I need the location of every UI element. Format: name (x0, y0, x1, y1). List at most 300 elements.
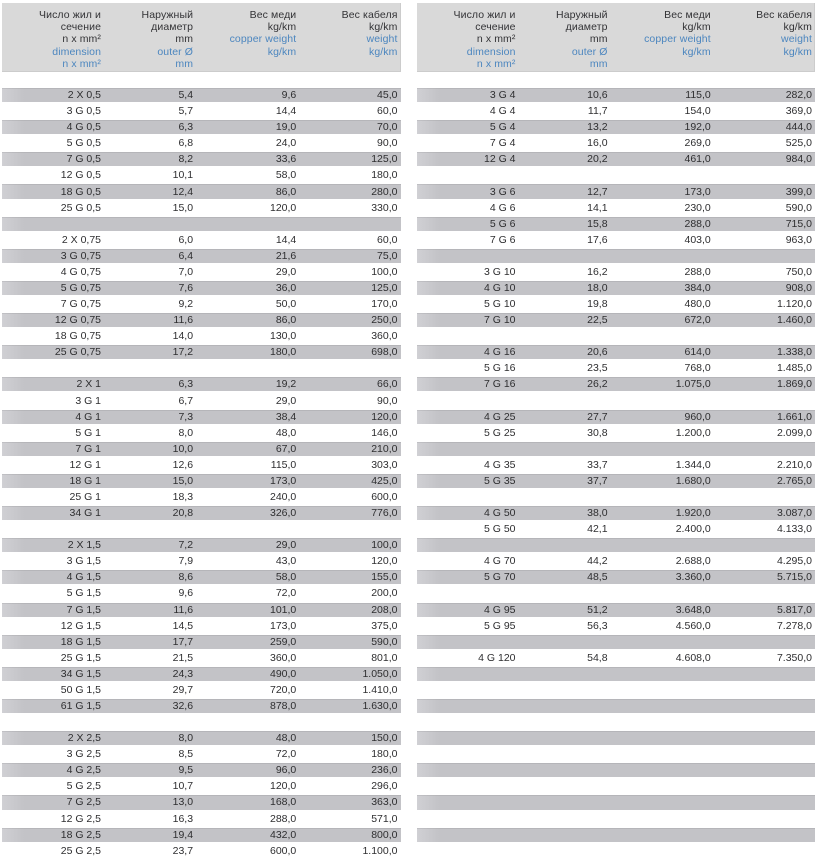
header-cable-weight: Вес кабеля kg/km weight kg/km (756, 9, 812, 58)
cell-cable-weight: 330,0 (371, 201, 398, 214)
table-row (2, 585, 401, 601)
table-row (2, 248, 401, 264)
cell-outer-diameter: 16,3 (172, 812, 194, 825)
cell-cable-weight: 399,0 (785, 185, 812, 198)
table-row (2, 296, 401, 312)
cell-outer-diameter: 44,2 (587, 555, 608, 568)
cell-outer-diameter: 10,0 (172, 442, 194, 455)
cell-outer-diameter: 18,3 (172, 490, 194, 503)
separator-row (417, 537, 816, 553)
cell-cable-weight: 590,0 (371, 635, 398, 648)
cell-copper-weight: 67,0 (275, 442, 297, 455)
table-row (2, 392, 401, 408)
table-row (417, 521, 816, 537)
cell-copper-weight: 403,0 (684, 233, 711, 246)
cell-cable-weight: 120,0 (371, 410, 398, 423)
cell-dimension: 25 G 1,5 (60, 651, 102, 664)
cell-cable-weight: 200,0 (371, 587, 398, 600)
cell-dimension: 18 G 1 (69, 474, 102, 487)
cell-copper-weight: 1.920,0 (675, 507, 711, 520)
table-row (2, 505, 401, 521)
cell-cable-weight: 363,0 (371, 796, 398, 809)
cell-dimension: 7 G 0,5 (66, 153, 102, 166)
cell-dimension: 25 G 2,5 (60, 844, 102, 857)
cell-cable-weight: 1.869,0 (776, 378, 812, 391)
cell-dimension: 3 G 4 (489, 89, 516, 102)
cell-outer-diameter: 14,0 (172, 330, 194, 343)
cell-cable-weight: 1.120,0 (776, 298, 812, 311)
table-row (2, 569, 401, 585)
cell-outer-diameter: 38,0 (587, 507, 608, 520)
header-dimension: Число жил и сечение n x mm² dimension n x mm² (39, 9, 102, 70)
separator-row (2, 521, 401, 537)
cell-cable-weight: 369,0 (785, 105, 812, 118)
cell-dimension: 7 G 4 (489, 137, 516, 150)
table-row (2, 135, 401, 151)
cell-cable-weight: 444,0 (785, 121, 812, 134)
header-copper-weight: Вес меди kg/km copper weight kg/km (229, 9, 297, 58)
cell-dimension: 2 X 1 (76, 378, 102, 391)
cell-dimension: 3 G 6 (489, 185, 516, 198)
cell-cable-weight: 1.630,0 (362, 700, 398, 712)
table-row (2, 457, 401, 473)
table-row (417, 618, 816, 634)
cell-dimension: 25 G 0,5 (60, 201, 102, 214)
table-row (2, 762, 401, 778)
separator-row (417, 634, 816, 650)
cell-cable-weight: 1.100,0 (362, 844, 398, 857)
table-row (2, 425, 401, 441)
table-row (2, 746, 401, 762)
cell-dimension: 12 G 4 (483, 153, 516, 166)
cell-outer-diameter: 8,2 (178, 153, 194, 166)
table-row (417, 200, 816, 216)
cell-copper-weight: 614,0 (684, 346, 711, 359)
cell-cable-weight: 150,0 (371, 732, 398, 745)
cell-cable-weight: 120,0 (371, 555, 398, 568)
header-outer-diameter: Наружный диаметр mm outer Ø mm (141, 9, 194, 70)
cell-dimension: 3 G 0,5 (66, 105, 102, 118)
header-dimension: Число жил и сечение n x mm² dimension n x mm² (453, 9, 516, 70)
header-outer-diameter: Наружный диаметр mm outer Ø mm (556, 9, 608, 70)
cell-outer-diameter: 15,0 (172, 474, 194, 487)
separator-row (417, 778, 816, 794)
cell-outer-diameter: 6,7 (178, 394, 194, 407)
separator-row (2, 714, 401, 730)
cell-outer-diameter: 7,2 (178, 539, 194, 552)
cell-cable-weight: 3.087,0 (776, 507, 812, 520)
table-row (417, 312, 816, 328)
cell-dimension: 18 G 1,5 (60, 635, 102, 648)
cell-outer-diameter: 9,5 (178, 764, 194, 777)
separator-row (417, 794, 816, 810)
cell-copper-weight: 3.360,0 (675, 571, 711, 584)
table-row (2, 232, 401, 248)
cell-dimension: 4 G 10 (483, 281, 516, 294)
table-row (417, 232, 816, 248)
cell-cable-weight: 7.278,0 (776, 619, 812, 632)
cell-dimension: 25 G 1 (69, 490, 102, 503)
cell-copper-weight: 173,0 (684, 185, 711, 198)
table-body (417, 87, 816, 859)
table-header (2, 3, 401, 72)
cell-dimension: 3 G 0,75 (60, 249, 102, 262)
cell-cable-weight: 375,0 (371, 619, 398, 632)
cell-copper-weight: 58,0 (275, 169, 297, 182)
cell-outer-diameter: 11,7 (587, 105, 608, 118)
cell-outer-diameter: 6,3 (178, 378, 194, 391)
cell-copper-weight: 3.648,0 (675, 603, 711, 616)
cell-copper-weight: 4.560,0 (675, 619, 711, 632)
cell-cable-weight: 776,0 (371, 507, 398, 520)
cell-dimension: 4 G 50 (483, 507, 516, 520)
cell-cable-weight: 125,0 (371, 281, 398, 294)
table-row (2, 280, 401, 296)
cell-outer-diameter: 6,8 (178, 137, 194, 150)
cell-copper-weight: 36,0 (275, 281, 297, 294)
table-row (417, 505, 816, 521)
cell-cable-weight: 4.295,0 (776, 555, 812, 568)
cell-dimension: 4 G 1 (75, 410, 102, 423)
table-row (2, 264, 401, 280)
cell-cable-weight: 303,0 (371, 458, 398, 471)
separator-row (417, 682, 816, 698)
cell-outer-diameter: 14,1 (587, 201, 608, 214)
cell-outer-diameter: 56,3 (587, 619, 608, 632)
cell-copper-weight: 259,0 (269, 635, 297, 648)
cell-dimension: 12 G 1 (69, 458, 102, 471)
cell-outer-diameter: 22,5 (587, 314, 608, 327)
cell-outer-diameter: 27,7 (587, 410, 608, 423)
separator-row (417, 441, 816, 457)
cell-copper-weight: 384,0 (684, 281, 711, 294)
table-row (417, 296, 816, 312)
cell-copper-weight: 50,0 (275, 298, 297, 311)
cell-dimension: 3 G 10 (483, 265, 516, 278)
cell-dimension: 2 X 1,5 (67, 539, 102, 552)
table-row (2, 376, 401, 392)
cell-copper-weight: 288,0 (684, 217, 711, 230)
cell-dimension: 4 G 95 (483, 603, 516, 616)
separator-row (417, 392, 816, 408)
cell-dimension: 25 G 0,75 (54, 346, 102, 359)
cell-outer-diameter: 15,8 (587, 217, 608, 230)
cell-cable-weight: 1.485,0 (776, 362, 812, 375)
cell-dimension: 2 X 0,75 (61, 233, 102, 246)
cell-outer-diameter: 10,6 (587, 89, 608, 102)
cell-dimension: 5 G 1,5 (66, 587, 102, 600)
cell-dimension: 5 G 10 (483, 298, 516, 311)
cell-copper-weight: 288,0 (684, 265, 711, 278)
table-row (417, 135, 816, 151)
cell-outer-diameter: 8,5 (178, 748, 194, 761)
cell-cable-weight: 210,0 (371, 442, 398, 455)
table-row (417, 183, 816, 199)
cell-copper-weight: 43,0 (275, 555, 297, 568)
table-row (417, 360, 816, 376)
cell-copper-weight: 720,0 (269, 683, 297, 696)
cell-copper-weight: 19,2 (275, 378, 297, 391)
header-copper-weight: Вес меди kg/km copper weight kg/km (644, 9, 711, 58)
table-row (417, 553, 816, 569)
table-row (2, 730, 401, 746)
cell-copper-weight: 432,0 (269, 828, 297, 841)
cell-outer-diameter: 12,6 (172, 458, 194, 471)
cell-cable-weight: 282,0 (785, 89, 812, 102)
table-row (2, 811, 401, 827)
cell-dimension: 5 G 6 (489, 217, 516, 230)
cell-outer-diameter: 8,0 (178, 732, 194, 745)
table-row (2, 87, 401, 103)
cell-copper-weight: 115,0 (270, 458, 297, 471)
cell-cable-weight: 60,0 (377, 105, 398, 118)
table-row (2, 151, 401, 167)
table-row (2, 618, 401, 634)
cell-outer-diameter: 33,7 (587, 458, 608, 471)
cell-copper-weight: 192,0 (684, 121, 711, 134)
cell-outer-diameter: 20,2 (587, 153, 608, 166)
cell-copper-weight: 878,0 (269, 700, 297, 712)
separator-row (417, 666, 816, 682)
cell-cable-weight: 1.050,0 (362, 667, 398, 680)
cell-dimension: 5 G 0,5 (66, 137, 102, 150)
cell-cable-weight: 236,0 (371, 764, 398, 777)
cell-dimension: 7 G 1 (75, 442, 102, 455)
cell-cable-weight: 100,0 (371, 539, 398, 552)
separator-row (417, 730, 816, 746)
cell-dimension: 4 G 120 (478, 651, 516, 664)
cell-cable-weight: 590,0 (785, 201, 812, 214)
cell-cable-weight: 984,0 (785, 153, 812, 166)
cell-cable-weight: 170,0 (371, 298, 398, 311)
cell-outer-diameter: 19,8 (587, 298, 608, 311)
cell-cable-weight: 60,0 (377, 233, 398, 246)
cell-cable-weight: 750,0 (785, 265, 812, 278)
cell-outer-diameter: 9,6 (178, 587, 194, 600)
cell-dimension: 7 G 16 (483, 378, 516, 391)
cell-cable-weight: 1.410,0 (362, 683, 398, 696)
cell-dimension: 5 G 25 (483, 426, 516, 439)
cell-outer-diameter: 26,2 (587, 378, 608, 391)
cell-cable-weight: 90,0 (377, 137, 398, 150)
cell-cable-weight: 280,0 (371, 185, 398, 198)
cell-copper-weight: 29,0 (275, 265, 297, 278)
cell-copper-weight: 21,6 (275, 249, 297, 262)
table-row (2, 682, 401, 698)
table-row (417, 650, 816, 666)
cell-cable-weight: 2.765,0 (776, 474, 812, 487)
cell-copper-weight: 168,0 (269, 796, 297, 809)
cell-cable-weight: 5.715,0 (776, 571, 812, 584)
cell-copper-weight: 288,0 (269, 812, 297, 825)
cell-outer-diameter: 23,7 (172, 844, 194, 857)
table-row (2, 602, 401, 618)
cell-outer-diameter: 20,8 (172, 507, 194, 520)
cell-copper-weight: 600,0 (269, 844, 297, 857)
table-row (2, 441, 401, 457)
cell-dimension: 4 G 0,5 (66, 121, 102, 134)
table-row (417, 409, 816, 425)
cell-cable-weight: 1.338,0 (776, 346, 812, 359)
table-row (417, 344, 816, 360)
cell-cable-weight: 100,0 (371, 265, 398, 278)
cell-cable-weight: 66,0 (377, 378, 398, 391)
cell-dimension: 5 G 4 (489, 121, 516, 134)
cell-outer-diameter: 11,6 (173, 603, 194, 616)
table-row (2, 827, 401, 843)
separator-row (417, 489, 816, 505)
cell-cable-weight: 180,0 (371, 748, 398, 761)
table-row (2, 778, 401, 794)
separator-row (2, 360, 401, 376)
cell-cable-weight: 2.210,0 (776, 458, 812, 471)
cell-dimension: 2 X 2,5 (67, 732, 102, 745)
cell-copper-weight: 58,0 (275, 571, 297, 584)
header-cable-weight: Вес кабеля kg/km weight kg/km (341, 9, 398, 58)
table-row (417, 376, 816, 392)
cell-cable-weight: 525,0 (785, 137, 812, 150)
cell-cable-weight: 208,0 (371, 603, 398, 616)
cell-cable-weight: 5.817,0 (776, 603, 812, 616)
cell-outer-diameter: 29,7 (172, 683, 194, 696)
spec-table-right (417, 3, 816, 859)
separator-row (417, 714, 816, 730)
cell-copper-weight: 24,0 (275, 137, 297, 150)
table-row (417, 216, 816, 232)
cell-copper-weight: 326,0 (269, 507, 297, 520)
table-row (417, 264, 816, 280)
cell-dimension: 18 G 2,5 (60, 828, 102, 841)
cell-outer-diameter: 54,8 (587, 651, 608, 664)
cell-cable-weight: 45,0 (377, 89, 398, 102)
cell-outer-diameter: 16,2 (587, 265, 608, 278)
cell-outer-diameter: 5,4 (178, 89, 194, 102)
cell-dimension: 4 G 35 (483, 458, 516, 471)
cell-cable-weight: 125,0 (371, 153, 398, 166)
cell-dimension: 5 G 70 (483, 571, 516, 584)
separator-row (417, 762, 816, 778)
cell-dimension: 4 G 4 (489, 105, 516, 118)
cell-copper-weight: 9,6 (281, 89, 297, 102)
cell-copper-weight: 14,4 (275, 105, 297, 118)
cell-copper-weight: 154,0 (684, 105, 711, 118)
cell-copper-weight: 72,0 (275, 748, 297, 761)
cell-cable-weight: 7.350,0 (776, 651, 812, 664)
table-row (2, 843, 401, 859)
cell-outer-diameter: 7,9 (178, 555, 194, 568)
cell-cable-weight: 698,0 (371, 346, 398, 359)
cell-dimension: 12 G 0,5 (60, 169, 102, 182)
cell-cable-weight: 571,0 (371, 812, 398, 825)
table-row (2, 537, 401, 553)
cell-outer-diameter: 42,1 (587, 523, 608, 536)
cell-dimension: 4 G 2,5 (66, 764, 102, 777)
cell-outer-diameter: 5,7 (178, 105, 194, 118)
cell-outer-diameter: 6,0 (178, 233, 194, 246)
cell-dimension: 5 G 16 (483, 362, 516, 375)
cell-dimension: 61 G 1,5 (60, 700, 102, 712)
separator-row (417, 167, 816, 183)
cell-dimension: 12 G 2,5 (60, 812, 102, 825)
cell-outer-diameter: 6,4 (178, 249, 194, 262)
cell-copper-weight: 960,0 (684, 410, 711, 423)
cell-copper-weight: 29,0 (275, 539, 297, 552)
cell-outer-diameter: 16,0 (587, 137, 608, 150)
cell-outer-diameter: 10,7 (172, 780, 194, 793)
cell-dimension: 2 X 0,5 (67, 89, 102, 102)
cell-copper-weight: 360,0 (269, 651, 297, 664)
cell-outer-diameter: 24,3 (172, 667, 194, 680)
cell-copper-weight: 480,0 (684, 298, 711, 311)
cell-outer-diameter: 20,6 (587, 346, 608, 359)
table-row (2, 489, 401, 505)
cell-dimension: 12 G 0,75 (54, 314, 102, 327)
cell-copper-weight: 2.400,0 (675, 523, 711, 536)
cell-copper-weight: 1.680,0 (675, 474, 711, 487)
separator-row (417, 328, 816, 344)
cell-copper-weight: 120,0 (269, 780, 297, 793)
cell-outer-diameter: 6,3 (178, 121, 194, 134)
table-row (2, 473, 401, 489)
cell-copper-weight: 120,0 (269, 201, 297, 214)
cell-outer-diameter: 7,6 (178, 281, 194, 294)
cell-copper-weight: 180,0 (269, 346, 297, 359)
cell-dimension: 50 G 1,5 (60, 683, 102, 696)
cell-copper-weight: 173,0 (269, 474, 297, 487)
cell-outer-diameter: 13,0 (172, 796, 194, 809)
cell-copper-weight: 86,0 (275, 185, 297, 198)
cell-outer-diameter: 13,2 (587, 121, 608, 134)
table-row (417, 425, 816, 441)
cell-copper-weight: 672,0 (684, 314, 711, 327)
table-row (2, 553, 401, 569)
cell-outer-diameter: 8,6 (178, 571, 194, 584)
cell-outer-diameter: 17,7 (172, 635, 194, 648)
cell-outer-diameter: 17,2 (172, 346, 194, 359)
cell-cable-weight: 2.099,0 (776, 426, 812, 439)
cell-copper-weight: 2.688,0 (675, 555, 711, 568)
table-row (2, 183, 401, 199)
cell-dimension: 4 G 0,75 (60, 265, 102, 278)
table-row (2, 103, 401, 119)
cell-cable-weight: 1.460,0 (776, 314, 812, 327)
cell-outer-diameter: 21,5 (172, 651, 194, 664)
cell-outer-diameter: 12,4 (172, 185, 194, 198)
cell-dimension: 3 G 2,5 (66, 748, 102, 761)
cell-copper-weight: 19,0 (275, 121, 297, 134)
cell-copper-weight: 240,0 (269, 490, 297, 503)
cell-copper-weight: 173,0 (269, 619, 297, 632)
cell-outer-diameter: 30,8 (587, 426, 608, 439)
cell-cable-weight: 155,0 (371, 571, 398, 584)
cell-dimension: 4 G 25 (483, 410, 516, 423)
table-row (417, 103, 816, 119)
cell-cable-weight: 250,0 (371, 314, 398, 327)
cell-dimension: 7 G 6 (489, 233, 516, 246)
table-row (417, 87, 816, 103)
cell-cable-weight: 963,0 (785, 233, 812, 246)
cell-copper-weight: 14,4 (275, 233, 297, 246)
cell-copper-weight: 48,0 (275, 426, 297, 439)
cell-outer-diameter: 12,7 (587, 185, 608, 198)
cell-dimension: 3 G 1,5 (66, 555, 102, 568)
cell-dimension: 7 G 10 (483, 314, 516, 327)
table-row (417, 280, 816, 296)
separator-row (417, 248, 816, 264)
cell-outer-diameter: 7,3 (178, 410, 194, 423)
cell-cable-weight: 180,0 (371, 169, 398, 182)
cell-copper-weight: 33,6 (275, 153, 297, 166)
